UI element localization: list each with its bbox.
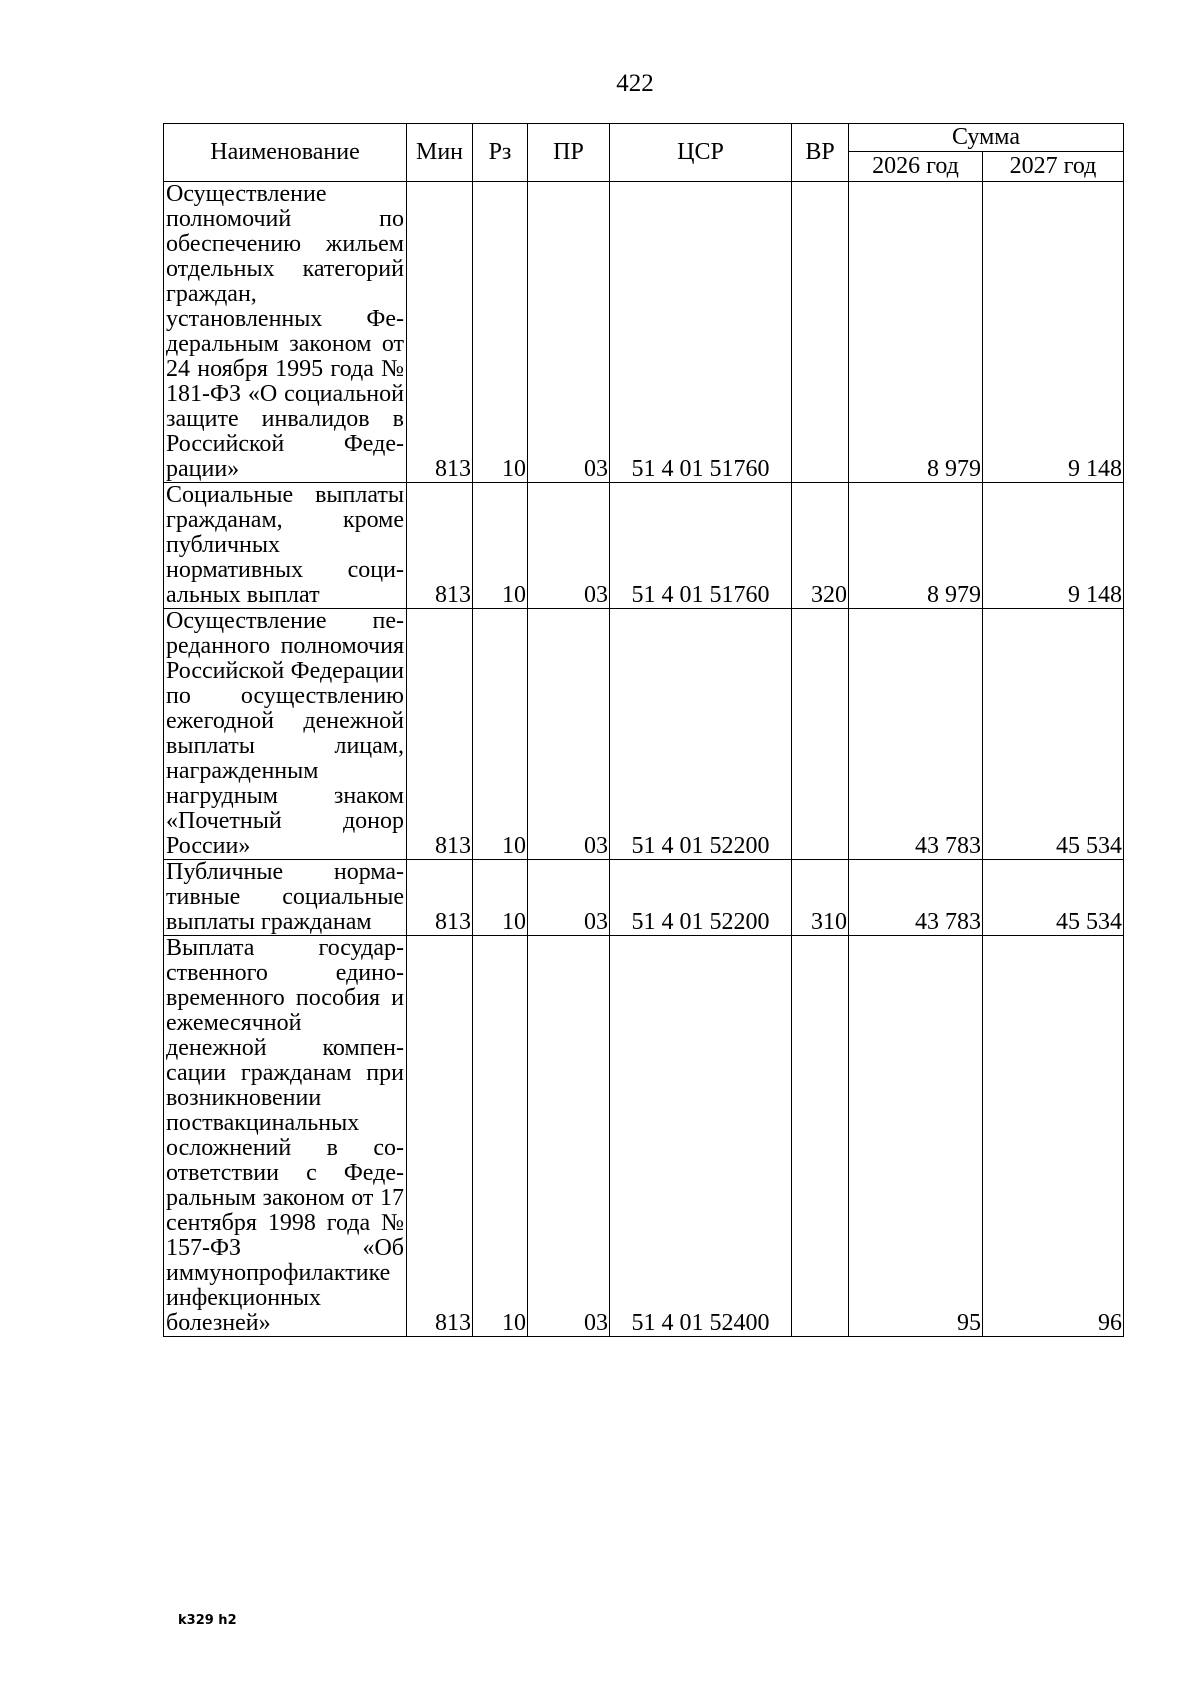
cell-vr: 320 bbox=[792, 483, 849, 609]
cell-2027: 9 148 bbox=[983, 182, 1124, 483]
cell-2026: 43 783 bbox=[849, 860, 983, 936]
table-body bbox=[164, 182, 1124, 1337]
header-vr: ВР bbox=[792, 124, 849, 182]
cell-rz: 10 bbox=[473, 936, 528, 1337]
header-pr: ПР bbox=[528, 124, 610, 182]
cell-min: 813 bbox=[407, 936, 473, 1337]
cell-2026: 8 979 bbox=[849, 182, 983, 483]
cell-min: 813 bbox=[407, 609, 473, 860]
cell-pr: 03 bbox=[528, 936, 610, 1337]
cell-vr bbox=[792, 182, 849, 483]
cell-name: Осуществление полномочий по обеспечению жильем отдельных категорий граждан, установленных Федеральным законом от 24 ноября 1995 года № 181-ФЗ «О социальной защите инвалидов в Российской Федерации» bbox=[164, 182, 407, 483]
cell-rz: 10 bbox=[473, 182, 528, 483]
cell-pr: 03 bbox=[528, 609, 610, 860]
cell-2026: 43 783 bbox=[849, 609, 983, 860]
cell-2026: 8 979 bbox=[849, 483, 983, 609]
table-row bbox=[164, 182, 1124, 483]
cell-vr bbox=[792, 936, 849, 1337]
cell-name: Социальные выплаты гражданам, кроме публичных нормативных социальных выплат bbox=[164, 483, 407, 609]
cell-vr bbox=[792, 609, 849, 860]
cell-csr: 51 4 01 52200 bbox=[610, 860, 792, 936]
header-name: Наименование bbox=[164, 124, 407, 182]
cell-csr: 51 4 01 52400 bbox=[610, 936, 792, 1337]
table-row bbox=[164, 936, 1124, 1337]
header-sum: Сумма bbox=[849, 124, 1124, 152]
cell-2027: 45 534 bbox=[983, 860, 1124, 936]
cell-pr: 03 bbox=[528, 182, 610, 483]
cell-rz: 10 bbox=[473, 860, 528, 936]
cell-pr: 03 bbox=[528, 483, 610, 609]
table-row bbox=[164, 860, 1124, 936]
table-row bbox=[164, 483, 1124, 609]
cell-pr: 03 bbox=[528, 860, 610, 936]
header-rz: Рз bbox=[473, 124, 528, 182]
cell-vr: 310 bbox=[792, 860, 849, 936]
cell-min: 813 bbox=[407, 483, 473, 609]
footer-code: k329 h2 bbox=[178, 1613, 237, 1628]
cell-min: 813 bbox=[407, 860, 473, 936]
header-year-2027: 2027 год bbox=[983, 152, 1124, 182]
cell-2027: 96 bbox=[983, 936, 1124, 1337]
header-year-2026: 2026 год bbox=[849, 152, 983, 182]
cell-name: Выплата государственного единовременного пособия и ежемесячной денежной компенсации гражданам при возникновении поствакцинальных осложнений в соответствии с Федеральным законом от 17 сентября 1998 года № 157-ФЗ «Об иммунопрофилактике инфекционных болезней» bbox=[164, 936, 407, 1337]
cell-csr: 51 4 01 51760 bbox=[610, 483, 792, 609]
cell-2027: 9 148 bbox=[983, 483, 1124, 609]
cell-rz: 10 bbox=[473, 609, 528, 860]
header-min: Мин bbox=[407, 124, 473, 182]
cell-rz: 10 bbox=[473, 483, 528, 609]
table-row bbox=[164, 609, 1124, 860]
cell-2027: 45 534 bbox=[983, 609, 1124, 860]
cell-csr: 51 4 01 51760 bbox=[610, 182, 792, 483]
budget-table bbox=[163, 123, 1124, 1337]
page-number: 422 bbox=[616, 70, 654, 97]
cell-min: 813 bbox=[407, 182, 473, 483]
header-csr: ЦСР bbox=[610, 124, 792, 182]
cell-name: Публичные нормативные социальные выплаты гражданам bbox=[164, 860, 407, 936]
cell-name: Осуществление переданного полномочия Российской Федерации по осуществлению ежегодной денежной выплаты лицам, награжденным нагрудным знаком «Почетный донор России» bbox=[164, 609, 407, 860]
cell-2026: 95 bbox=[849, 936, 983, 1337]
cell-csr: 51 4 01 52200 bbox=[610, 609, 792, 860]
